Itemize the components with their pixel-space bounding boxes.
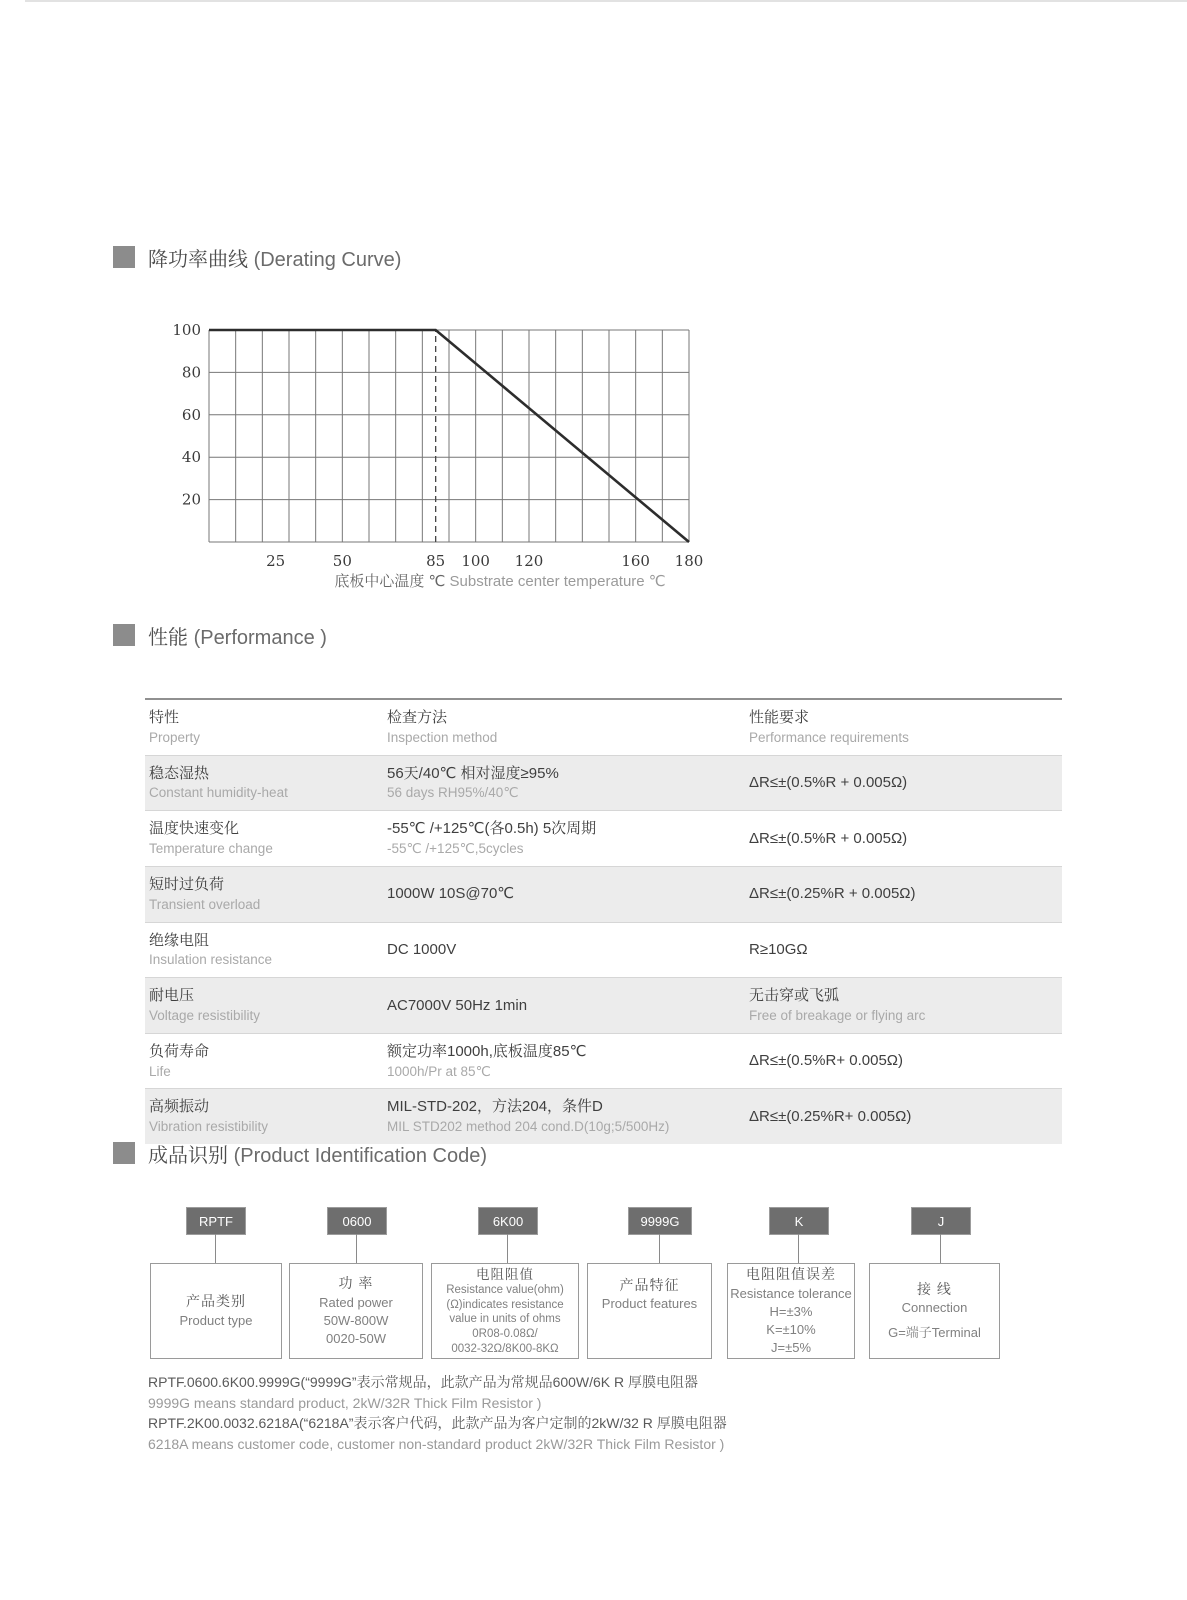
requirement-line1: ΔR≤±(0.25%R+ 0.005Ω) (749, 1107, 912, 1125)
desc-line: H=±3% (769, 1303, 813, 1319)
desc-line: 产品特征 (619, 1277, 680, 1293)
requirement-line1: ΔR≤±(0.25%R + 0.005Ω) (749, 885, 916, 903)
desc-line: 电阻阻值误差 (746, 1266, 836, 1283)
requirement-line2: Free of breakage or flying arc (749, 1007, 926, 1023)
requirement-line1: 无击穿或飞弧 (749, 987, 840, 1005)
code-box-tolerance (769, 1207, 829, 1235)
svg-text:120: 120 (514, 552, 544, 570)
property-en: Transient overload (149, 896, 261, 912)
method-line1: AC7000V 50Hz 1min (387, 996, 528, 1014)
header-method-en: Inspection method (387, 729, 498, 745)
performance-table (145, 698, 1062, 1144)
desc-line: 0020-50W (326, 1330, 386, 1346)
svg-text:50: 50 (332, 552, 352, 570)
desc-box-connection (869, 1263, 1000, 1359)
identification-notes (148, 1372, 727, 1454)
header-cell-requirements (745, 700, 1062, 755)
connector-line (940, 1234, 941, 1264)
svg-text:160: 160 (621, 552, 650, 570)
svg-text:100: 100 (172, 321, 201, 339)
code-label: 0600 (342, 1213, 372, 1229)
cell-requirement (745, 978, 1062, 1033)
code-box-resistance-value (478, 1207, 538, 1235)
section-header-derating (113, 244, 401, 270)
desc-line: Rated power (319, 1294, 393, 1310)
desc-line: Product type (179, 1312, 253, 1328)
requirement-line1: ΔR≤±(0.5%R+ 0.005Ω) (749, 1052, 904, 1070)
svg-text:40: 40 (181, 448, 201, 467)
code-label: K (794, 1213, 804, 1229)
code-box-connection (911, 1207, 971, 1235)
connector-line (215, 1234, 216, 1264)
section-title-derating (148, 243, 401, 272)
property-en: Life (149, 1063, 171, 1079)
method-line1: 56天/40℃ 相对湿度≥95% (387, 764, 559, 782)
x-axis-label-cn: 底板中心温度 ℃ (334, 573, 446, 590)
desc-line: K=±10% (766, 1321, 816, 1337)
cell-requirement (745, 867, 1062, 922)
note-line: RPTF.2K00.0032.6218A(“6218A”表示客户代码，此款产品为客户定制的2kW/32 R 厚膜电阻器 (148, 1415, 727, 1431)
svg-text:20: 20 (181, 490, 201, 509)
cell-method (383, 923, 745, 978)
cell-property (145, 1089, 383, 1144)
cell-property (145, 923, 383, 978)
property-cn: 稳态湿热 (149, 764, 210, 782)
cell-requirement (745, 756, 1062, 811)
section-title-cn: 成品识别 (148, 1144, 228, 1167)
desc-line: J=±5% (770, 1339, 811, 1355)
code-label: 6K00 (492, 1213, 524, 1229)
table-header-row (145, 700, 1062, 755)
section-title-en: (Performance ) (193, 626, 327, 649)
method-line2: 1000h/Pr at 85℃ (387, 1063, 491, 1079)
cell-requirement (745, 811, 1062, 866)
section-marker-icon (113, 624, 135, 646)
section-title-cn: 性能 (148, 626, 188, 649)
connector-line (507, 1234, 508, 1264)
cell-property (145, 978, 383, 1033)
desc-line: 接 线 (917, 1280, 952, 1297)
property-cn: 高频振动 (149, 1098, 210, 1116)
table-row (145, 810, 1062, 866)
method-line1: DC 1000V (387, 941, 457, 958)
header-req-cn: 性能要求 (749, 709, 810, 726)
property-en: Vibration resistibility (149, 1119, 269, 1135)
table-row (145, 1033, 1062, 1089)
desc-line: (Ω)indicates resistance (446, 1298, 564, 1311)
section-header-performance (113, 622, 327, 648)
property-en: Insulation resistance (149, 952, 273, 968)
property-cn: 负荷寿命 (149, 1042, 210, 1060)
header-property-cn: 特性 (149, 709, 180, 726)
property-en: Voltage resistibility (149, 1007, 261, 1023)
cell-property (145, 867, 383, 922)
table-row (145, 922, 1062, 978)
desc-box-tolerance (727, 1263, 855, 1359)
svg-text:180: 180 (674, 552, 704, 570)
section-title-en: (Derating Curve) (253, 248, 402, 271)
derating-curve-chart (168, 310, 728, 580)
header-cell-method (383, 700, 745, 755)
property-cn: 温度快速变化 (149, 820, 240, 838)
section-title-cn: 降功率曲线 (148, 248, 248, 271)
svg-text:25: 25 (266, 552, 286, 570)
cell-requirement (745, 1034, 1062, 1089)
section-title-identification (148, 1139, 487, 1168)
cell-requirement (745, 923, 1062, 978)
requirement-line1: R≥10GΩ (749, 941, 808, 958)
cell-method (383, 1089, 745, 1144)
desc-box-product-features (587, 1263, 712, 1359)
code-box-product-type (186, 1207, 246, 1235)
cell-property (145, 811, 383, 866)
section-title-performance (148, 621, 327, 650)
property-cn: 短时过负荷 (149, 875, 225, 893)
desc-line: 电阻阻值 (476, 1266, 534, 1282)
cell-property (145, 1034, 383, 1089)
svg-text:80: 80 (181, 363, 201, 382)
connector-line (659, 1234, 660, 1264)
header-cell-property (145, 700, 383, 755)
header-method-cn: 检查方法 (387, 709, 448, 726)
desc-box-product-type (150, 1263, 282, 1359)
method-line1: 额定功率1000h,底板温度85℃ (387, 1042, 587, 1060)
header-property-en: Property (149, 729, 201, 745)
method-line2: 56 days RH95%/40℃ (387, 785, 519, 801)
table-row (145, 755, 1062, 811)
desc-line: value in units of ohms (449, 1313, 561, 1326)
property-cn: 绝缘电阻 (149, 931, 210, 949)
svg-text:60: 60 (181, 405, 201, 424)
cell-requirement (745, 1089, 1062, 1144)
method-line2: MIL STD202 method 204 cond.D(10g;5/500Hz) (387, 1119, 670, 1135)
desc-line: Connection (901, 1300, 968, 1316)
desc-box-resistance-value (431, 1263, 579, 1359)
section-title-en: (Product Identification Code) (233, 1144, 488, 1167)
method-line1: 1000W 10S@70℃ (387, 885, 515, 903)
method-line2: -55℃ /+125℃,5cycles (387, 841, 524, 857)
section-header-identification (113, 1140, 487, 1166)
table-row (145, 977, 1062, 1033)
note-line: 9999G means standard product, 2kW/32R Thick Film Resistor ) (148, 1394, 542, 1411)
table-row (145, 1088, 1062, 1144)
code-box-rated-power (327, 1207, 387, 1235)
desc-line: 功 率 (338, 1275, 374, 1292)
cell-property (145, 756, 383, 811)
desc-line: G=端子Terminal (888, 1325, 981, 1341)
property-cn: 耐电压 (149, 987, 195, 1005)
requirement-line1: ΔR≤±(0.5%R + 0.005Ω) (749, 774, 908, 792)
method-line1: MIL-STD-202，方法204，条件D (387, 1098, 603, 1116)
code-box-product-features (628, 1207, 692, 1235)
note-line: 6218A means customer code, customer non-standard product 2kW/32R Thick Film Resistor ) (148, 1435, 725, 1452)
desc-line: Product features (601, 1296, 698, 1312)
top-divider-line (25, 0, 1187, 2)
cell-method (383, 756, 745, 811)
svg-text:100: 100 (461, 552, 490, 570)
svg-text:85: 85 (426, 552, 446, 570)
desc-line: 0R08-0.08Ω/ (472, 1328, 538, 1340)
derating-curve-svg (168, 310, 728, 580)
property-en: Temperature change (149, 841, 273, 857)
connector-line (798, 1234, 799, 1264)
desc-line: 50W-800W (323, 1312, 389, 1328)
cell-method (383, 978, 745, 1033)
code-label: RPTF (199, 1213, 233, 1229)
desc-line: 0032-32Ω/8K00-8KΩ (451, 1342, 559, 1355)
chart-x-axis-caption (250, 570, 750, 591)
cell-method (383, 811, 745, 866)
cell-method (383, 1034, 745, 1089)
x-axis-label-en: Substrate center temperature ℃ (449, 573, 666, 590)
code-label: J (937, 1213, 945, 1229)
connector-line (356, 1234, 357, 1264)
section-marker-icon (113, 1142, 135, 1164)
desc-box-rated-power (289, 1263, 423, 1359)
note-line: RPTF.0600.6K00.9999G(“9999G”表示常规品，此款产品为常规品600W/6K R 厚膜电阻器 (148, 1374, 699, 1390)
code-label: 9999G (640, 1213, 680, 1229)
cell-method (383, 867, 745, 922)
method-line1: -55℃ /+125℃(各0.5h) 5次周期 (387, 820, 597, 838)
table-row (145, 866, 1062, 922)
section-marker-icon (113, 246, 135, 268)
desc-line: Resistance value(ohm) (446, 1283, 564, 1296)
desc-line: Resistance tolerance (730, 1285, 852, 1301)
header-req-en: Performance requirements (749, 729, 909, 745)
desc-line: 产品类别 (186, 1293, 246, 1310)
property-en: Constant humidity-heat (149, 785, 288, 801)
requirement-line1: ΔR≤±(0.5%R + 0.005Ω) (749, 829, 908, 847)
